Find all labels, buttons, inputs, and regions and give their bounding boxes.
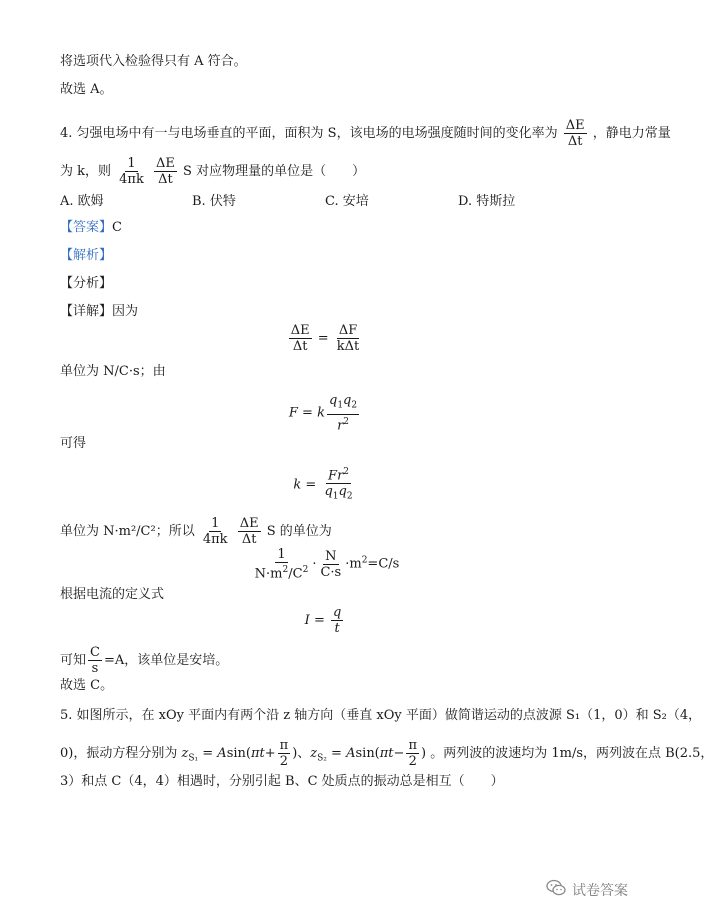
watermark — [546, 879, 628, 901]
q4-stem-pre: 为 k，则 — [60, 164, 112, 179]
formula-unit-derivation: $\frac{1}{N\cdot m^2/C^2}$ · $\frac{N}{C\cdot s}$ $\cdot m^2=C/s$ — [254, 547, 400, 582]
answer-line — [60, 218, 122, 238]
option-b: B. 伏特 — [192, 194, 236, 209]
detail-line: 【详解】因为 — [60, 304, 139, 319]
kezhi-pre: 可知 — [60, 653, 87, 668]
formula-dE-dt: $\frac{\Delta E}{\Delta t}$ = $\frac{\Delta F}{\text{kΔt}}$ — [290, 323, 360, 354]
q4-stem-text: 4. 匀强电场中有一与电场垂直的平面，面积为 S，该电场的电场强度随时间的变化率为 — [60, 126, 558, 141]
watermark-text: 试卷答案 — [572, 883, 628, 899]
q5-line-3: 3）和点 C（4，4）相遇时，分别引起 B、C 处质点的振动总是相互（ ） — [60, 774, 504, 789]
kede-line: 可得 — [60, 436, 87, 451]
q4-stem-end: ，静电力常量 — [592, 126, 671, 141]
unit-line: 单位为 N/C·s；由 — [60, 364, 166, 379]
option-c: C. 安培 — [325, 194, 369, 209]
formula-coulomb: F = k $\frac{q_1q_2}{r^2}$ — [288, 393, 358, 433]
fraction-dE-dt-3: $\frac{\Delta E}{\Delta t}$ — [239, 516, 259, 547]
q5-line-1: 5. 如图所示，在 xOy 平面内有两个沿 z 轴方向（垂直 xOy 平面）做简谐运动的点波源 S₁（1，0）和 S₂（4， — [60, 708, 702, 723]
fraction-dE-dt: $\frac{\Delta E}{\Delta t}$ — [565, 118, 585, 149]
q5-equation: $z_{S_1} = Asin(\pi t+$ $\frac{\pi}{2}$ )、$z_{S_2} = Asin(\pi t-$ $\frac{\pi}{2}$ ) — [181, 738, 427, 769]
unit2-pre: 单位为 N·m²/C²；所以 — [60, 524, 195, 539]
q5-line2-post: 。两列波的波速均为 1m/s，两列波在点 B(2.5， — [430, 746, 713, 761]
prev-line-2: 故选 A。 — [60, 82, 113, 97]
q4-stem-line-2 — [60, 156, 365, 187]
kezhi-post: =A，该单位是安培。 — [103, 653, 229, 668]
analysis-label: 【解析】 — [60, 248, 113, 263]
kezhi-line — [60, 645, 228, 676]
fraction-C-s: $\frac{C}{s}$ — [90, 645, 100, 676]
prev-line-1: 将选项代入检验得只有 A 符合。 — [60, 54, 247, 69]
formula-current: I = $\frac{q}{t}$ — [304, 605, 342, 636]
fraction-1-over-4pik-2: $\frac{1}{4\pi k}$ — [202, 516, 228, 547]
answer-label: 【答案】 — [60, 220, 113, 235]
fenxi-label: 【分析】 — [60, 276, 113, 291]
q5-line2-pre: 0)，振动方程分别为 — [60, 746, 178, 761]
unit2-post: S 的单位为 — [266, 524, 332, 539]
wechat-icon — [546, 879, 566, 901]
current-def-line: 根据电流的定义式 — [60, 587, 165, 602]
fraction-dE-dt-2: $\frac{\Delta E}{\Delta t}$ — [156, 156, 175, 187]
formula-k: k = $\frac{Fr^2}{q_1q_2}$ — [293, 467, 353, 502]
answer-value: C — [112, 220, 122, 235]
unit2-line — [60, 516, 332, 547]
q4-stem-post: S 对应物理量的单位是（ ） — [183, 164, 366, 179]
option-a: A. 欧姆 — [60, 194, 104, 209]
fraction-1-over-4pik: $\frac{1}{4\pi k}$ — [119, 156, 144, 187]
q4-stem-line-1 — [60, 118, 671, 149]
option-d: D. 特斯拉 — [458, 194, 516, 209]
q5-line-2 — [60, 738, 713, 769]
conclusion-line: 故选 C。 — [60, 678, 114, 693]
